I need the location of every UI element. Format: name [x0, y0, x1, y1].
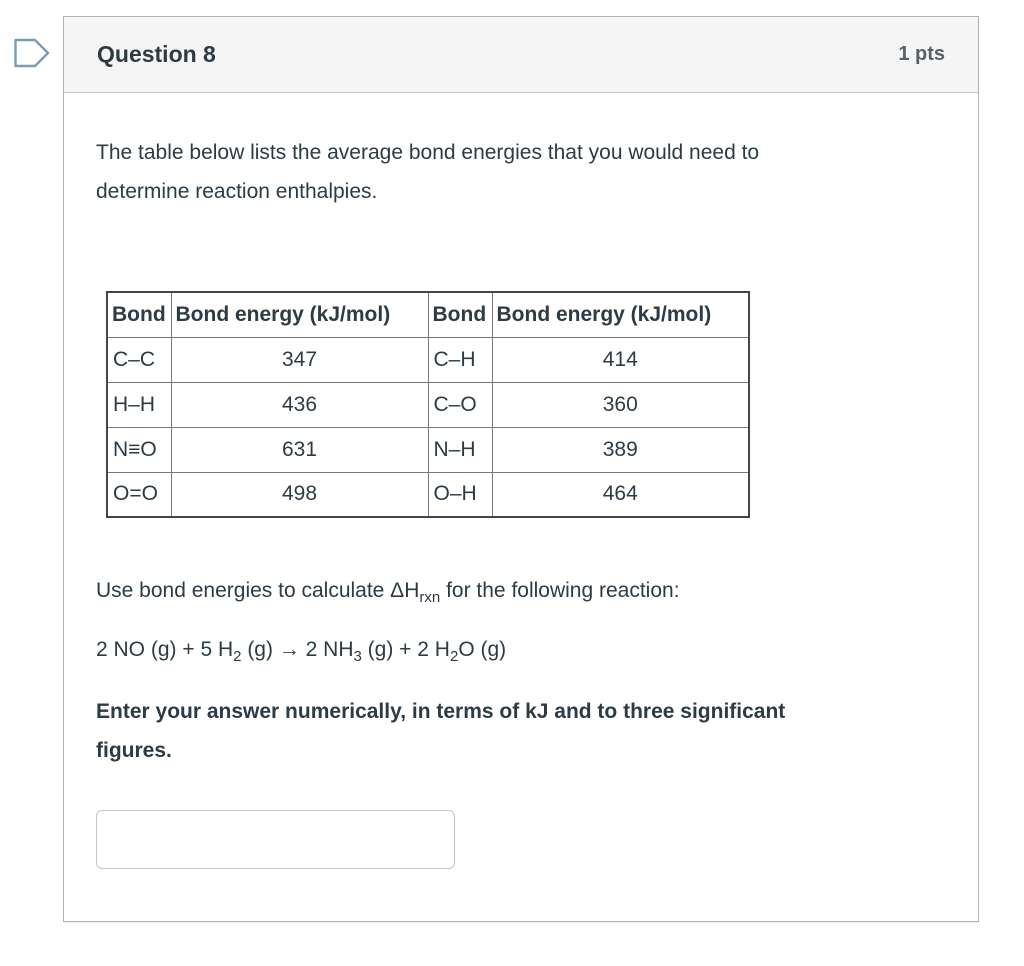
intro-line-1: The table below lists the average bond energies that you would need to	[96, 141, 760, 164]
reaction-equation	[96, 632, 946, 668]
bond-cell: H–H	[107, 382, 171, 427]
energy-cell: 436	[171, 382, 428, 427]
header-bond-right: Bond	[428, 292, 492, 337]
subscript: 2	[233, 648, 242, 665]
flag-icon	[13, 37, 51, 69]
table-header-row	[107, 292, 749, 337]
energy-cell: 464	[492, 472, 749, 517]
subscript: 3	[353, 648, 362, 665]
subscript: 2	[449, 648, 459, 665]
prompt-suffix: for the following reaction:	[440, 579, 680, 602]
flag-question-button[interactable]	[13, 37, 51, 69]
prompt-text	[96, 575, 946, 606]
header-energy-left: Bond energy (kJ/mol)	[171, 292, 428, 337]
bond-cell: O=O	[107, 472, 171, 517]
delta-h-subscript: rxn	[419, 589, 441, 606]
energy-cell: 414	[492, 337, 749, 382]
energy-cell: 389	[492, 427, 749, 472]
reaction-part: (g) → 2 NH	[241, 638, 354, 661]
energy-cell: 360	[492, 382, 749, 427]
bond-cell: O–H	[428, 472, 492, 517]
bond-cell: N≡O	[107, 427, 171, 472]
table-row	[107, 427, 749, 472]
intro-text	[96, 133, 946, 211]
table-row	[107, 382, 749, 427]
reaction-part: 2 NO (g) + 5 H	[96, 638, 234, 661]
reaction-part: (g) + 2 H	[361, 638, 450, 661]
question-card	[63, 16, 979, 922]
bond-cell: C–O	[428, 382, 492, 427]
instruction-line-1: Enter your answer numerically, in terms of kJ and to three significant	[96, 700, 786, 723]
table-row	[107, 337, 749, 382]
question-points: 1 pts	[898, 43, 945, 65]
prompt-prefix: Use bond energies to calculate ΔH	[96, 579, 420, 602]
energy-cell: 347	[171, 337, 428, 382]
table-row	[107, 472, 749, 517]
intro-line-2: determine reaction enthalpies.	[96, 180, 378, 203]
reaction-part: O (g)	[458, 638, 507, 661]
energy-cell: 498	[171, 472, 428, 517]
question-title: Question 8	[97, 41, 216, 67]
answer-input[interactable]	[96, 810, 455, 869]
bond-cell: C–C	[107, 337, 171, 382]
question-header	[64, 17, 978, 93]
question-body	[64, 133, 978, 869]
answer-instruction	[96, 692, 946, 770]
energy-cell: 631	[171, 427, 428, 472]
bond-cell: C–H	[428, 337, 492, 382]
header-bond-left: Bond	[107, 292, 171, 337]
bond-energy-table	[106, 291, 750, 518]
instruction-line-2: figures.	[96, 739, 172, 762]
bond-cell: N–H	[428, 427, 492, 472]
header-energy-right: Bond energy (kJ/mol)	[492, 292, 749, 337]
